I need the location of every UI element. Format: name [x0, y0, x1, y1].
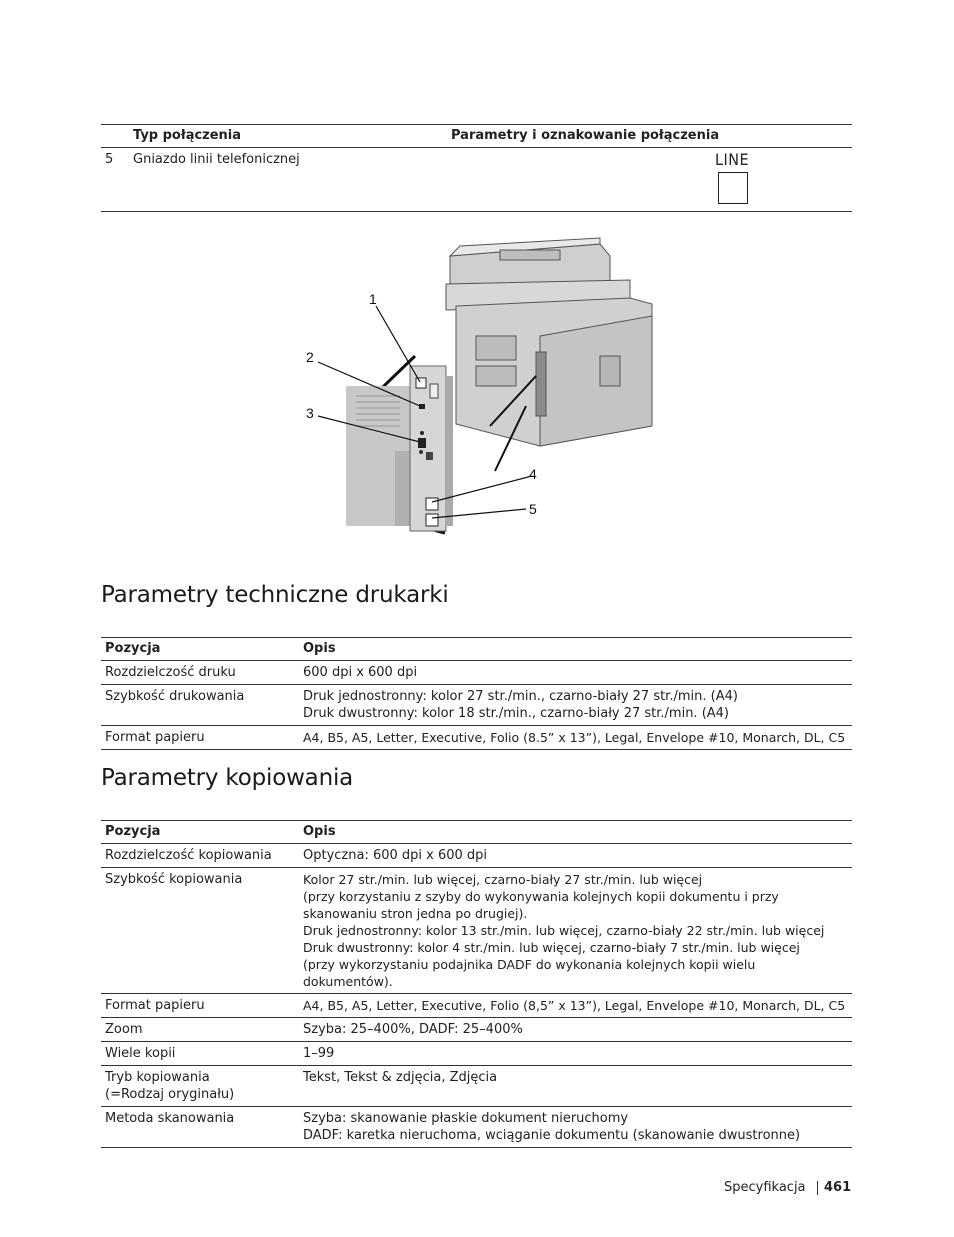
- callout-3: 3: [306, 405, 314, 421]
- item-cell: Szybkość kopiowania: [105, 872, 243, 887]
- table-row: [101, 685, 852, 726]
- page-number: 461: [824, 1180, 852, 1195]
- header-cell: Opis: [303, 641, 336, 656]
- item-cell: Szybkość drukowania: [105, 689, 245, 704]
- desc-cell: 1–99: [303, 1046, 335, 1061]
- footer-section: Specyfikacja: [724, 1180, 806, 1195]
- table-row: [101, 1018, 852, 1042]
- connection-table: [101, 124, 852, 212]
- desc-cell: Szyba: skanowanie płaskie dokument nieruchomy DADF: karetka nieruchoma, wciąganie dokumentu (skanowanie dwustronne): [303, 1111, 801, 1143]
- callout-1: 1: [369, 291, 377, 307]
- desc-cell: A4, B5, A5, Letter, Executive, Folio (8,5” x 13”), Legal, Envelope #10, Monarch, DL, C5: [303, 998, 846, 1013]
- desc-cell: Druk jednostronny: kolor 27 str./min., czarno-biały 27 str./min. (A4) Druk dwustronny: kolor 18 str./min., czarno-biały 27 str./min. (A4): [303, 689, 738, 721]
- line-port-icon: [718, 172, 748, 204]
- desc-cell: Szyba: 25–400%, DADF: 25–400%: [303, 1022, 523, 1037]
- desc-cell: Tekst, Tekst & zdjęcia, Zdjęcia: [303, 1070, 498, 1085]
- item-cell: Format papieru: [105, 730, 205, 745]
- row-number: 5: [105, 152, 114, 167]
- table-row: [101, 1066, 852, 1107]
- header-cell: [101, 125, 129, 148]
- item-cell: Tryb kopiowania (=Rodzaj oryginału): [105, 1070, 235, 1102]
- table-header-row: [101, 638, 852, 661]
- callout-5: 5: [529, 501, 537, 517]
- table-header-row: [101, 821, 852, 844]
- item-cell: Format papieru: [105, 998, 205, 1013]
- header-cell: Pozycja: [105, 824, 161, 839]
- header-cell: Opis: [303, 824, 336, 839]
- printer-rear-view-figure: [300, 236, 660, 536]
- printer-illustration: [446, 238, 652, 446]
- desc-cell: Optyczna: 600 dpi x 600 dpi: [303, 848, 488, 863]
- connection-marking: [447, 148, 852, 212]
- item-cell: Metoda skanowania: [105, 1111, 235, 1126]
- connection-type: Gniazdo linii telefonicznej: [133, 152, 300, 167]
- copy-specs-table: [101, 820, 852, 1148]
- table-row: [101, 661, 852, 685]
- header-cell: Pozycja: [105, 641, 161, 656]
- printer-specs-title: Parametry techniczne drukarki: [101, 582, 449, 608]
- footer-divider: [817, 1181, 818, 1195]
- table-header-row: [101, 125, 852, 148]
- item-cell: Rozdzielczość druku: [105, 665, 236, 680]
- desc-cell: Kolor 27 str./min. lub więcej, czarno-biały 27 str./min. lub więcej (przy korzystaniu z szyby do wykonywania kolejnych kopii dokumentu i przy skanowaniu stron jedna po drugiej). Druk jednostronny: kolor 13 str./min. lub więcej, czarno-biały 22 str./min. lub więcej Druk dwustronny: kolor 4 str./min. lub więcej, czarno-biały 7 str./min. lub więcej (przy wykorzystaniu podajnika DADF do wykonania kolejnych kopii wielu dokumentów).: [303, 872, 825, 989]
- table-row: [101, 1107, 852, 1148]
- desc-cell: A4, B5, A5, Letter, Executive, Folio (8.5” x 13”), Legal, Envelope #10, Monarch, DL, C5: [303, 730, 846, 745]
- callout-2: 2: [306, 349, 314, 365]
- item-cell: Rozdzielczość kopiowania: [105, 848, 272, 863]
- table-row: [101, 726, 852, 750]
- table-row: [101, 844, 852, 868]
- line-label: LINE: [715, 150, 750, 169]
- table-row: [101, 1042, 852, 1066]
- item-cell: Zoom: [105, 1022, 143, 1037]
- copy-specs-title: Parametry kopiowania: [101, 765, 354, 791]
- table-row: [101, 868, 852, 994]
- table-row: [101, 148, 852, 212]
- table-row: [101, 994, 852, 1018]
- header-cell: Parametry i oznakowanie połączenia: [451, 128, 720, 143]
- item-cell: Wiele kopii: [105, 1046, 176, 1061]
- desc-cell: 600 dpi x 600 dpi: [303, 665, 418, 680]
- header-cell: Typ połączenia: [133, 128, 242, 143]
- callout-4: 4: [529, 466, 537, 482]
- printer-specs-table: [101, 637, 852, 750]
